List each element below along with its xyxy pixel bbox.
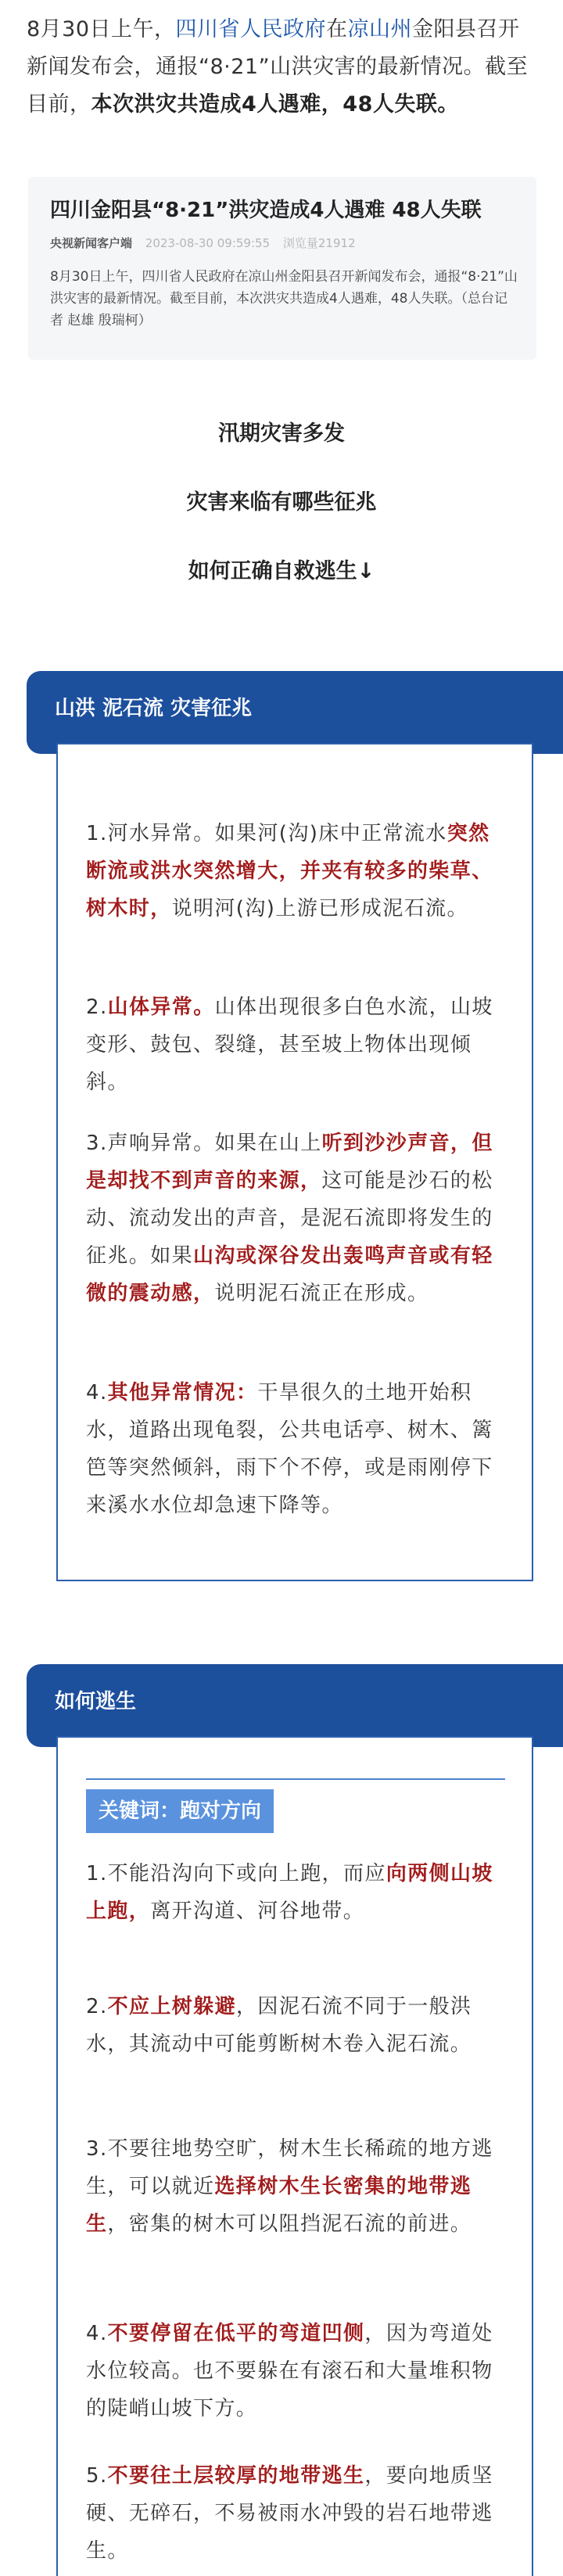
intro-text-1: 在	[326, 17, 348, 41]
highlighted-text: 山体异常。	[107, 996, 215, 1019]
news-card-body: 8月30日上午，四川省人民政府在凉山州金阳县召开新闻发布会，通报“8·21”山洪灾害的最新情况。截至目前，本次洪灾共造成4人遇难，48人失联。（总台记者 赵雄 殷瑞柯）	[50, 269, 518, 328]
center-line-3: 如何正确自救逃生↓	[188, 559, 375, 583]
paragraph-text: ，密集的树木可以阻挡泥石流的前进。	[107, 2212, 472, 2236]
keyword-tag: 关键词：跑对方向	[86, 1789, 274, 1833]
paragraph-text: ，因为弯道处水位较高。也不要躲在有滚石和大量堆积物的陡峭山坡下方。	[86, 2322, 493, 2420]
highlighted-text: 不应上树躲避	[107, 1995, 237, 2018]
escape-tip-paragraph	[86, 1855, 505, 1930]
section-box-warning-signs	[56, 743, 533, 1581]
paragraph-text: 5.	[86, 2464, 108, 2488]
paragraph-text: ，要向地质坚硬、无碎石，不易被雨水冲毁的岩石地带逃生。	[86, 2464, 493, 2563]
news-card-views: 浏览量21912	[282, 236, 356, 250]
intro-date: 8月30日上午，	[27, 17, 176, 41]
news-card[interactable]	[28, 177, 536, 360]
highlighted-text: 山沟或深谷发出轰鸣声音或有轻微的震动感，	[86, 1244, 493, 1305]
highlighted-text: 其他异常情况：	[107, 1381, 258, 1405]
section-box-escape	[56, 1736, 533, 2576]
paragraph-text: 3.不要往地势空旷，树木生长稀疏的地方逃生，可以就近	[86, 2137, 493, 2198]
intro-text-2: 金阳县召开新闻发布会，通报“8·21”山洪灾害的最新情况。截至目前，	[27, 17, 529, 117]
paragraph-text: 山体出现很多白色水流，山坡变形、鼓包、裂缝，甚至坡上物体出现倾斜。	[86, 996, 493, 1094]
warning-sign-paragraph	[86, 988, 505, 1101]
escape-tip-paragraph	[86, 2130, 505, 2243]
news-card-datetime: 2023-08-30 09:59:55	[145, 236, 271, 250]
intro-bold-summary: 本次洪灾共造成4人遇难，48人失联。	[91, 92, 459, 117]
paragraph-text: ，因泥石流不同于一般洪水，其流动中可能剪断树木卷入泥石流。	[86, 1995, 472, 2056]
escape-tip-paragraph	[86, 2315, 505, 2427]
paragraph-text: 这可能是沙石的松动、流动发出的声音，是泥石流即将发生的征兆。如果	[86, 1169, 493, 1268]
highlighted-text: 向两侧山坡上跑，	[86, 1862, 493, 1923]
highlighted-text: 听到沙沙声音，但是却找不到声音的来源，	[86, 1132, 493, 1193]
highlighted-text: 不要停留在低平的弯道凹侧	[107, 2322, 365, 2345]
news-card-title: 四川金阳县“8·21”洪灾造成4人遇难 48人失联	[50, 199, 482, 222]
escape-tip-paragraph	[86, 1988, 505, 2063]
news-card-meta	[50, 235, 365, 251]
paragraph-text: 说明河(沟)上游已形成泥石流。	[171, 897, 468, 920]
paragraph-text: 1.不能沿沟向下或向上跑，而应	[86, 1862, 386, 1885]
paragraph-text: 4.	[86, 2322, 108, 2345]
escape-tip-paragraph	[86, 2457, 505, 2570]
paragraph-text: 干旱很久的土地开始积水，道路出现龟裂，公共电话亭、树木、篱笆等突然倾斜，雨下个不停，或是雨刚停下来溪水水位却急速下降等。	[86, 1381, 493, 1517]
warning-sign-paragraph	[86, 1374, 505, 1524]
keyword-divider	[86, 1778, 505, 1780]
paragraph-text: 说明泥石流正在形成。	[214, 1282, 429, 1305]
paragraph-text: 3.声响异常。如果在山上	[86, 1132, 322, 1155]
paragraph-text: 离开沟道、河谷地带。	[150, 1900, 365, 1923]
section-header-warning-signs: 山洪 泥石流 灾害征兆	[27, 671, 563, 754]
intro-paragraph	[27, 11, 536, 124]
news-card-source: 央视新闻客户端	[50, 236, 133, 250]
link-sichuan-government[interactable]: 四川省人民政府	[175, 17, 327, 41]
highlighted-text: 选择树木生长密集的地带逃生	[86, 2175, 472, 2236]
paragraph-text: 2.	[86, 1995, 108, 2018]
warning-sign-paragraph	[86, 1125, 505, 1312]
warning-sign-paragraph	[86, 815, 505, 927]
paragraph-text: 4.	[86, 1381, 108, 1405]
paragraph-text: 2.	[86, 996, 108, 1019]
paragraph-text: 1.河水异常。如果河(沟)床中正常流水	[86, 822, 447, 845]
section-header-escape: 如何逃生	[27, 1664, 563, 1747]
center-line-1: 汛期灾害多发	[218, 422, 345, 446]
highlighted-text: 不要往土层较厚的地带逃生	[107, 2464, 365, 2488]
center-line-2: 灾害来临有哪些征兆	[186, 490, 377, 515]
highlighted-text: 突然断流或洪水突然增大，并夹有较多的柴草、树木时，	[86, 822, 493, 920]
link-liangshan[interactable]: 凉山州	[347, 17, 413, 41]
